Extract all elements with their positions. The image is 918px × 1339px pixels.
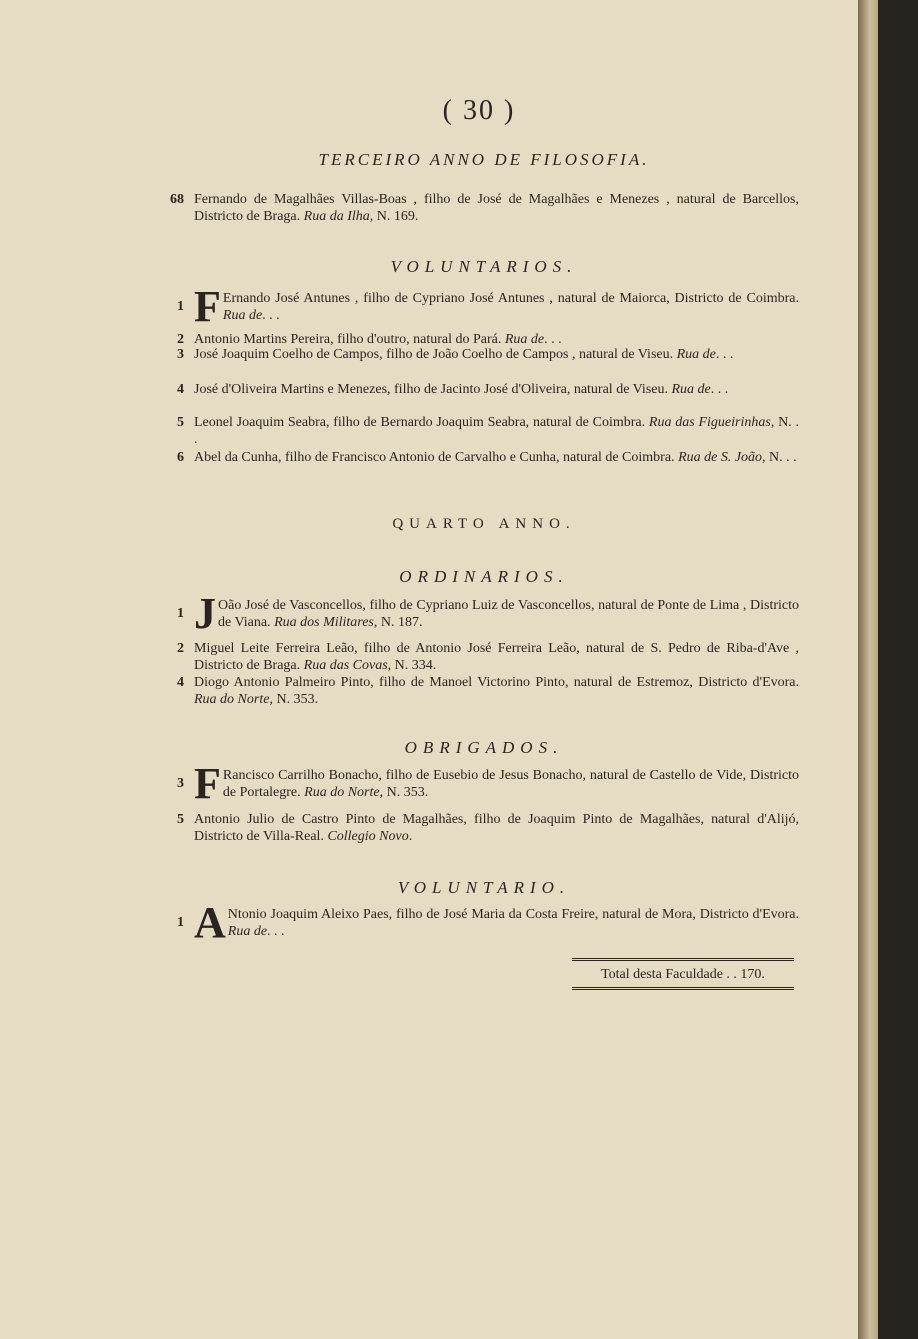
entry-voluntarios-3 bbox=[177, 346, 799, 363]
entry-text: Miguel Leite Ferreira Leão, filho de Antonio José Ferreira Leão, natural de S. Pedro de Riba-d'Ave , Districto de Braga. bbox=[194, 641, 799, 673]
section-title-terceiro-anno: TERCEIRO ANNO DE FILOSOFIA. bbox=[318, 150, 650, 169]
entry-number: 1 bbox=[177, 606, 184, 621]
entry-terceiro-68 bbox=[170, 191, 799, 225]
entry-number: 1 bbox=[177, 915, 184, 930]
page-edge bbox=[858, 0, 878, 1339]
entry-text: Antonio Martins Pereira, filho d'outro, natural do Pará. bbox=[194, 332, 502, 347]
entry-text: Abel da Cunha, filho de Francisco Antonio de Carvalho e Cunha, natural de Coimbra. bbox=[194, 450, 675, 465]
entry-tail: , N. . . bbox=[762, 450, 797, 465]
entry-tail: , N. 334. bbox=[387, 658, 437, 673]
entry-tail: . . . bbox=[262, 308, 280, 323]
entry-number: 4 bbox=[177, 675, 184, 690]
entry-address: Rua de bbox=[676, 347, 716, 362]
entry-address: Rua de bbox=[227, 924, 268, 939]
entry-text: Leonel Joaquim Seabra, filho de Bernardo Joaquim Seabra, natural de Coimbra. bbox=[194, 415, 646, 430]
entry-address: Rua de S. João bbox=[678, 450, 763, 465]
entry-tail: , N. 187. bbox=[373, 615, 423, 630]
entry-text: José d'Oliveira Martins e Menezes, filho de Jacinto José d'Oliveira, natural de Viseu. bbox=[194, 382, 668, 397]
entry-tail: . . . bbox=[267, 924, 285, 939]
entry-voluntarios-4 bbox=[177, 381, 799, 398]
faculty-total: Total desta Faculdade . . 170. bbox=[572, 958, 794, 990]
entry-address: Rua das Figueirinhas bbox=[648, 415, 771, 430]
entry-number: 4 bbox=[177, 382, 184, 397]
section-title-ordinarios: ORDINARIOS. bbox=[399, 567, 569, 586]
entry-tail: . bbox=[408, 829, 413, 844]
entry-address: Rua da Ilha bbox=[303, 209, 370, 224]
entry-address: Rua de bbox=[504, 332, 545, 347]
drop-cap: J bbox=[194, 589, 216, 638]
section-title-voluntario: VOLUNTARIO. bbox=[397, 878, 571, 897]
entry-ordinarios-1 bbox=[177, 589, 799, 638]
entry-address: Rua de bbox=[222, 308, 263, 323]
entry-ordinarios-2 bbox=[177, 640, 799, 674]
entry-address: Rua dos Militares bbox=[274, 615, 374, 630]
entry-voluntarios-1 bbox=[177, 282, 799, 331]
binding-shadow bbox=[878, 0, 918, 1339]
entry-number: 2 bbox=[177, 332, 184, 347]
entry-tail: , N. 353. bbox=[269, 692, 319, 707]
entry-text: Ernando José Antunes , filho de Cypriano José Antunes , natural de Maiorca, Districto de Coimbra. bbox=[222, 291, 799, 306]
entry-number: 2 bbox=[177, 641, 184, 656]
entry-tail: , N. 353. bbox=[379, 785, 429, 800]
entry-address: Collegio Novo bbox=[327, 829, 409, 844]
entry-tail: . . . bbox=[710, 382, 729, 397]
entry-address: Rua de bbox=[671, 382, 711, 397]
entry-voluntarios-6 bbox=[177, 449, 799, 466]
entry-tail: , N. 169. bbox=[369, 209, 419, 224]
section-title-quarto-anno: QUARTO ANNO. bbox=[392, 516, 576, 532]
entry-number: 1 bbox=[177, 299, 184, 314]
entry-tail: . . . bbox=[715, 347, 734, 362]
entry-text: Diogo Antonio Palmeiro Pinto, filho de Manoel Victorino Pinto, natural de Estremoz, Districto d'Evora. bbox=[194, 675, 799, 690]
drop-cap: F bbox=[194, 282, 221, 331]
page-number: ( 30 ) bbox=[442, 95, 516, 126]
entry-text: Ntonio Joaquim Aleixo Paes, filho de José Maria da Costa Freire, natural de Mora, Districto d'Evora. bbox=[227, 907, 799, 922]
entry-tail: , N. . . bbox=[194, 415, 799, 447]
entry-ordinarios-4 bbox=[177, 674, 799, 708]
entry-obrigados-5 bbox=[177, 811, 799, 845]
entry-voluntarios-5 bbox=[177, 414, 799, 448]
entry-address: Rua do Norte bbox=[194, 692, 270, 707]
entry-text: José Joaquim Coelho de Campos, filho de João Coelho de Campos , natural de Viseu. bbox=[194, 347, 674, 362]
entry-number: 5 bbox=[177, 415, 184, 430]
entry-address: Rua do Norte bbox=[304, 785, 380, 800]
entry-number: 5 bbox=[177, 812, 184, 827]
drop-cap: F bbox=[194, 759, 221, 808]
entry-number: 68 bbox=[170, 192, 184, 207]
section-title-voluntarios: VOLUNTARIOS. bbox=[390, 257, 578, 276]
entry-address: Rua das Covas bbox=[303, 658, 388, 673]
entry-obrigados-3 bbox=[177, 759, 799, 808]
entry-number: 3 bbox=[177, 347, 184, 362]
entry-text: Oão José de Vasconcellos, filho de Cypriano Luiz de Vasconcellos, natural de Ponte de Lima , Districto de Viana. bbox=[218, 598, 799, 630]
section-title-obrigados: OBRIGADOS. bbox=[404, 738, 564, 757]
entry-text: Rancisco Carrilho Bonacho, filho de Eusebio de Jesus Bonacho, natural de Castello de Vide, Districto de Portalegre. bbox=[222, 768, 799, 800]
entry-text: Antonio Julio de Castro Pinto de Magalhães, filho de Joaquim Pinto de Magalhães, natural d'Alijó, Districto de Villa-Real. bbox=[194, 812, 799, 844]
entry-text: Fernando de Magalhães Villas-Boas , filho de José de Magalhães e Menezes , natural de Barcellos, Districto de Braga. bbox=[194, 192, 799, 224]
entry-voluntario-1 bbox=[177, 898, 799, 947]
drop-cap: A bbox=[194, 898, 226, 947]
entry-number: 6 bbox=[177, 450, 184, 465]
entry-number: 3 bbox=[177, 776, 184, 791]
entry-tail: . . . bbox=[544, 332, 562, 347]
